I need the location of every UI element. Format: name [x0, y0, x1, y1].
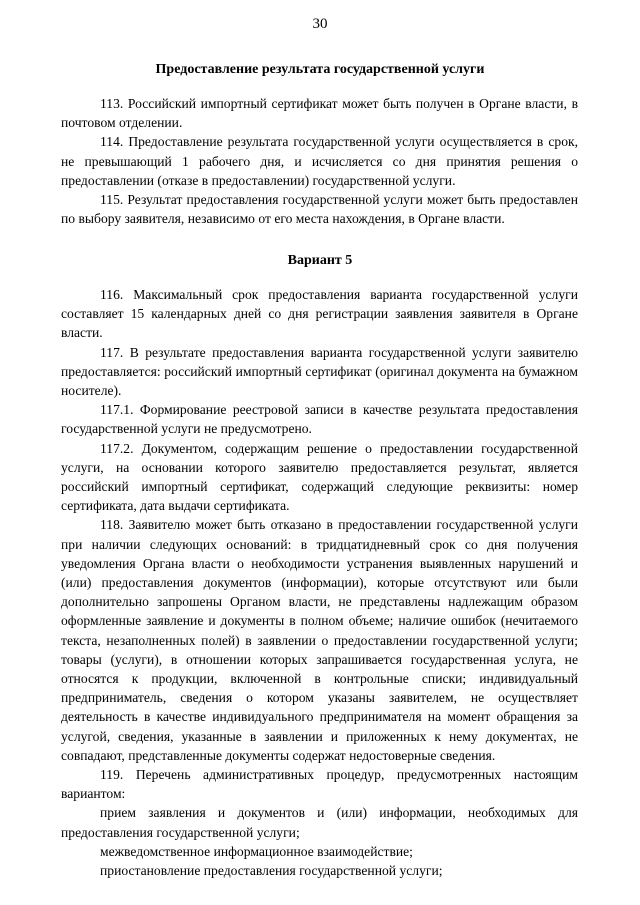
section-variant-5-body — [61, 285, 578, 880]
paragraph-119: 119. Перечень административных процедур, предусмотренных настоящим вариантом: — [61, 767, 578, 802]
paragraph-116: 116. Максимальный срок предоставления варианта государственной услуги составляет 15 календарных дней со дня регистрации заявления заявителя в Органе власти. — [61, 287, 578, 341]
section-result-body — [61, 94, 578, 228]
page-number: 30 — [312, 16, 328, 32]
list-item-interagency: межведомственное информационное взаимодействие; — [100, 843, 413, 859]
paragraph-117-2: 117.2. Документом, содержащим решение о предоставлении государственной услуги, на основании которого заявителю предоставляется результат, является российский импортный сертификат, содержащий следующие реквизиты: номер сертификата, дата выдачи сертификата. — [61, 440, 578, 514]
section-heading-result: Предоставление результата государственной услуги — [155, 62, 485, 77]
paragraph-118: 118. Заявителю может быть отказано в предоставлении государственной услуги при наличии следующих оснований: в тридцатидневный срок со дня получения уведомления Органа власти о необходимости устранения выявленных нарушений и (или) предоставления документов (информации), которые отсутствуют или были дополнительно запрошены Органом власти, не представлены надлежащим образом оформленные заявление и документы в полном объеме; наличие ошибок (нечитаемого текста, незаполненных полей) в заявлении о предоставлении государственной услуги; товары (услуги), в отношении которых запрашивается государственная услуга, не относятся к продукции, включенной в контрольные списки; индивидуальный предприниматель, сведения о котором указаны заявителем, не осуществляет деятельность в качестве индивидуального предпринимателя на момент обращения за услугой, сведения, указанные в заявлении и приложенных к нему документах, не совпадают, представленные документы содержат недостоверные сведения. — [61, 517, 578, 763]
paragraph-114: 114. Предоставление результата государственной услуги осуществляется в срок, не превышающий 1 рабочего дня, и исчисляется со дня принятия решения о предоставлении (отказе в предоставлении) государственной услуги. — [61, 134, 578, 188]
paragraph-115: 115. Результат предоставления государственной услуги может быть предоставлен по выбору заявителя, независимо от его места нахождения, в Органе власти. — [61, 192, 578, 227]
paragraph-117-1: 117.1. Формирование реестровой записи в качестве результата предоставления государственной услуги не предусмотрено. — [61, 402, 578, 437]
paragraph-113: 113. Российский импортный сертификат может быть получен в Органе власти, в почтовом отделении. — [61, 96, 578, 131]
list-item-reception: прием заявления и документов и (или) информации, необходимых для предоставления государственной услуги; — [61, 805, 578, 840]
section-heading-variant-5: Вариант 5 — [287, 253, 353, 268]
list-item-suspension: приостановление предоставления государственной услуги; — [100, 863, 443, 879]
paragraph-117: 117. В результате предоставления варианта государственной услуги заявителю предоставляется: российский импортный сертификат (оригинал документа на бумажном носителе). — [61, 344, 578, 399]
